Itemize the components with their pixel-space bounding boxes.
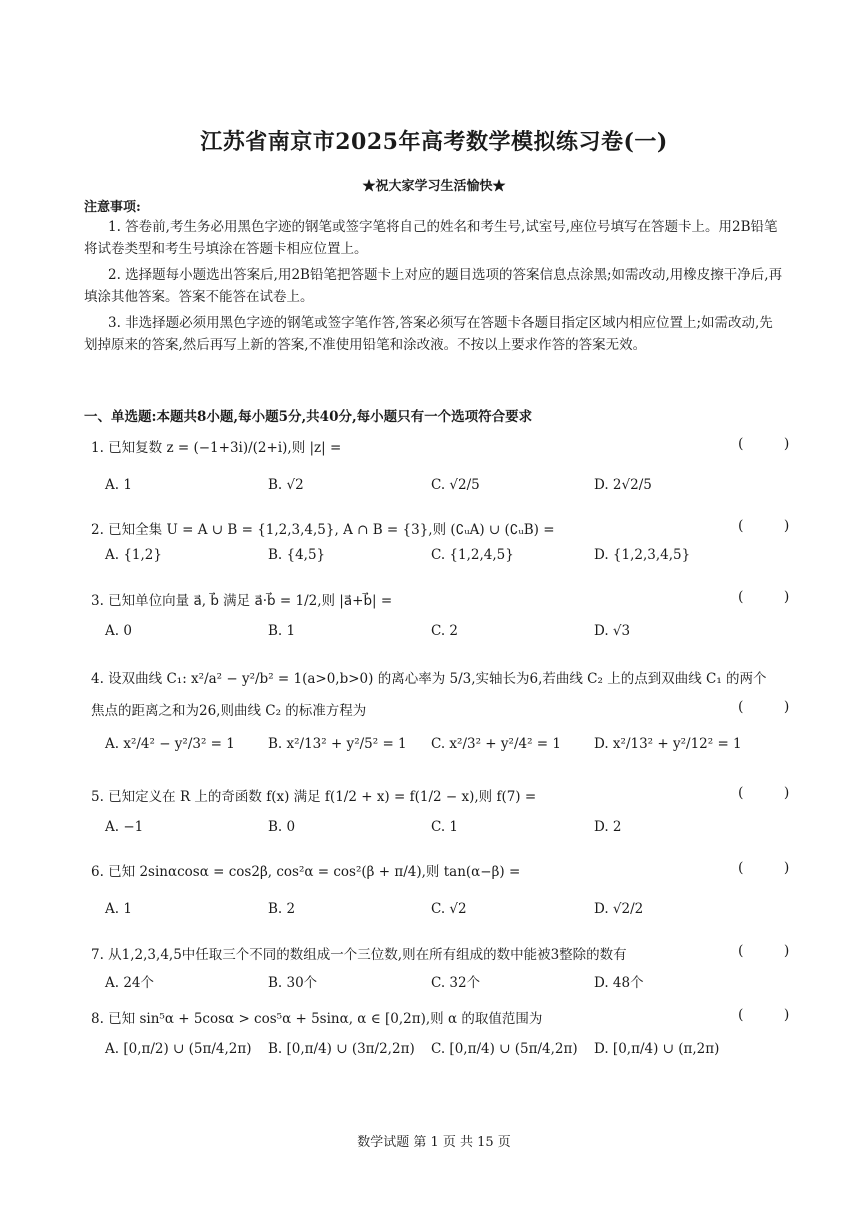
- option-c: C. √2/5: [431, 477, 480, 493]
- note-item: 3. 非选择题必须用黑色字迹的钢笔或签字笔作答,答案必须写在答题卡各题目指定区域内相应位置上;如需改动,先划掉原来的答案,然后再写上新的答案,不准使用铅笔和涂改液。不按以上要求作答的答案无效。: [84, 315, 773, 353]
- question-stem: 2. 已知全集 U = A ∪ B = {1,2,3,4,5}, A ∩ B = {3},则 (∁ᵤA) ∪ (∁ᵤB) =: [91, 522, 555, 538]
- question-stem: 8. 已知 sin⁵α + 5cosα > cos⁵α + 5sinα, α ∈ [0,2π),则 α 的取值范围为: [91, 1011, 543, 1027]
- option-d: D. √3: [594, 623, 631, 639]
- option-a: A. 1: [105, 477, 132, 493]
- option-a: A. {1,2}: [105, 547, 162, 563]
- option-b: B. [0,π/4) ∪ (3π/2,2π): [268, 1041, 415, 1057]
- option-c: C. x²/3² + y²/4² = 1: [431, 736, 561, 752]
- option-b: B. 1: [268, 623, 296, 639]
- question-stem: 1. 已知复数 z = (−1+3i)/(2+i),则 |z| =: [91, 440, 342, 456]
- answer-blank: ( ): [738, 785, 808, 801]
- option-c: C. √2: [431, 901, 467, 917]
- option-b: B. x²/13² + y²/5² = 1: [268, 736, 407, 752]
- option-d: D. 48个: [594, 975, 644, 991]
- option-a: A. −1: [105, 819, 144, 835]
- page-footer: 数学试题 第 1 页 共 15 页: [357, 1135, 511, 1150]
- option-a: A. 1: [105, 901, 132, 917]
- option-b: B. 30个: [268, 975, 318, 991]
- option-b: B. √2: [268, 477, 304, 493]
- option-a: A. 0: [105, 623, 132, 639]
- answer-blank: ( ): [738, 699, 808, 715]
- notes-heading: 注意事项:: [84, 200, 141, 215]
- question-stem-continued: 焦点的距离之和为26,则曲线 C₂ 的标准方程为: [91, 703, 367, 719]
- option-d: D. {1,2,3,4,5}: [594, 547, 691, 563]
- question-stem: 7. 从1,2,3,4,5中任取三个不同的数组成一个三位数,则在所有组成的数中能被3整除的数有: [91, 947, 627, 963]
- option-a: A. x²/4² − y²/3² = 1: [105, 736, 235, 752]
- page-title: 江苏省南京市2025年高考数学模拟练习卷(一): [200, 129, 668, 155]
- option-c: C. {1,2,4,5}: [431, 547, 514, 563]
- question-stem: 5. 已知定义在 R 上的奇函数 f(x) 满足 f(1/2 + x) = f(1/2 − x),则 f(7) =: [91, 789, 537, 805]
- option-d: D. 2: [594, 819, 622, 835]
- answer-blank: ( ): [738, 518, 808, 534]
- answer-blank: ( ): [738, 589, 808, 605]
- option-a: A. 24个: [105, 975, 155, 991]
- option-d: D. 2√2/5: [594, 477, 652, 493]
- option-c: C. 2: [431, 623, 459, 639]
- option-d: D. √2/2: [594, 901, 644, 917]
- answer-blank: ( ): [738, 436, 808, 452]
- option-c: C. [0,π/4) ∪ (5π/4,2π): [431, 1041, 578, 1057]
- question-stem: 4. 设双曲线 C₁: x²/a² − y²/b² = 1(a>0,b>0) 的离心率为 5/3,实轴长为6,若曲线 C₂ 上的点到双曲线 C₁ 的两个: [91, 671, 767, 687]
- question-stem: 3. 已知单位向量 a⃗, b⃗ 满足 a⃗·b⃗ = 1/2,则 |a⃗+b⃗| =: [91, 593, 393, 609]
- option-d: D. x²/13² + y²/12² = 1: [594, 736, 742, 752]
- answer-blank: ( ): [738, 1007, 808, 1023]
- answer-blank: ( ): [738, 860, 808, 876]
- note-item: 2. 选择题每小题选出答案后,用2B铅笔把答题卡上对应的题目选项的答案信息点涂黑;如需改动,用橡皮擦干净后,再填涂其他答案。答案不能答在试卷上。: [84, 267, 783, 305]
- option-c: C. 32个: [431, 975, 481, 991]
- option-b: B. 0: [268, 819, 296, 835]
- option-c: C. 1: [431, 819, 459, 835]
- subtitle: ★祝大家学习生活愉快★: [362, 179, 506, 194]
- option-a: A. [0,π/2) ∪ (5π/4,2π): [105, 1041, 252, 1057]
- note-item: 1. 答卷前,考生务必用黑色字迹的钢笔或签字笔将自己的姓名和考生号,试室号,座位号填写在答题卡上。用2B铅笔将试卷类型和考生号填涂在答题卡相应位置上。: [84, 219, 778, 257]
- option-d: D. [0,π/4) ∪ (π,2π): [594, 1041, 720, 1057]
- section-heading: 一、单选题:本题共8小题,每小题5分,共40分,每小题只有一个选项符合要求: [84, 409, 533, 425]
- answer-blank: ( ): [738, 943, 808, 959]
- option-b: B. 2: [268, 901, 296, 917]
- option-b: B. {4,5}: [268, 547, 326, 563]
- question-stem: 6. 已知 2sinαcosα = cos2β, cos²α = cos²(β + π/4),则 tan(α−β) =: [91, 864, 521, 880]
